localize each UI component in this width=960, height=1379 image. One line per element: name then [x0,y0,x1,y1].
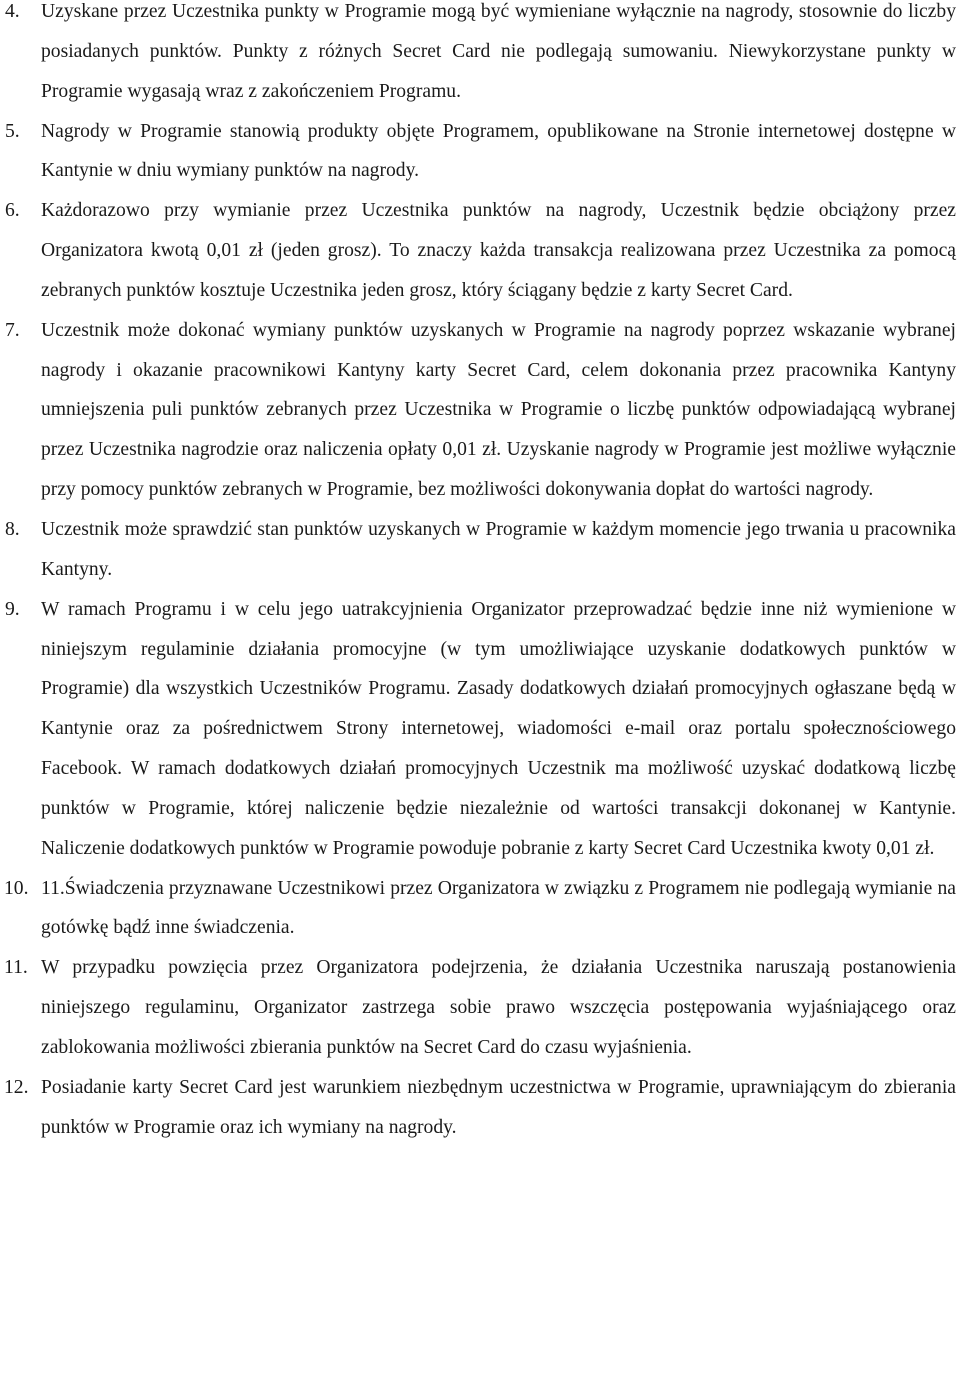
list-item-5 [0,112,960,192]
item-text: Posiadanie karty Secret Card jest warunkiem niezbędnym uczestnictwa w Programie, uprawniającym do zbierania punktów w Programie oraz ich wymiany na nagrody. [41,1076,956,1138]
item-text: Uczestnik może dokonać wymiany punktów uzyskanych w Programie na nagrody poprzez wskazanie wybranej nagrody i okazanie pracownikowi Kantyny karty Secret Card, celem dokonania przez pracownika Kantyny umniejszenia puli punktów zebranych przez Uczestnika w Programie o liczbę punktów odpowiadającą wybranej przez Uczestnika nagrodzie oraz naliczenia opłaty 0,01 zł. Uzyskanie nagrody w Programie jest możliwe wyłącznie przy pomocy punktów zebranych w Programie, bez możliwości dokonywania dopłat do wartości nagrody. [41,319,956,501]
item-number: 7. [5,319,20,341]
list-item-6 [0,191,960,311]
list-item-10 [0,869,960,949]
item-text: Nagrody w Programie stanowią produkty objęte Programem, opublikowane na Stronie internetowej dostępne w Kantynie w dniu wymiany punktów na nagrody. [41,120,956,182]
item-text: 11.Świadczenia przyznawane Uczestnikowi przez Organizatora w związku z Programem nie podlegają wymianie na gotówkę bądź inne świadczenia. [41,877,956,939]
list-item-9 [0,590,960,869]
list-item-4 [0,0,960,112]
item-text: Każdorazowo przy wymianie przez Uczestnika punktów na nagrody, Uczestnik będzie obciążony przez Organizatora kwotą 0,01 zł (jeden grosz). To znaczy każda transakcja realizowana przez Uczestnika za pomocą zebranych punktów kosztuje Uczestnika jeden grosz, który ściągany będzie z karty Secret Card. [41,200,956,301]
item-number: 8. [5,518,20,540]
list-item-11 [0,948,960,1068]
item-text: W ramach Programu i w celu jego uatrakcyjnienia Organizator przeprowadzać będzie inne niż wymienione w niniejszym regulaminie działania promocyjne (w tym umożliwiające uzyskanie dodatkowych punktów w Programie) dla wszystkich Uczestników Programu. Zasady dodatkowych działań promocyjnych ogłaszane będą w Kantynie oraz za pośrednictwem Strony internetowej, wiadomości e-mail oraz portalu społecznościowego Facebook. W ramach dodatkowych działań promocyjnych Uczestnik ma możliwość uzyskać dodatkową liczbę punktów w Programie, której naliczenie będzie niezależnie od wartości transakcji dokonanej w Kantynie. Naliczenie dodatkowych punktów w Programie powoduje pobranie z karty Secret Card Uczestnika kwoty 0,01 zł. [41,598,956,859]
item-number: 5. [5,120,20,142]
item-text: Uczestnik może sprawdzić stan punktów uzyskanych w Programie w każdym momencie jego trwania u pracownika Kantyny. [41,518,956,580]
item-number: 9. [5,598,20,620]
item-text: W przypadku powzięcia przez Organizatora podejrzenia, że działania Uczestnika naruszają postanowienia niniejszego regulaminu, Organizator zastrzega sobie prawo wszczęcia postępowania wyjaśniającego oraz zablokowania możliwości zbierania punktów na Secret Card do czasu wyjaśnienia. [41,957,956,1058]
item-text: Uzyskane przez Uczestnika punkty w Programie mogą być wymieniane wyłącznie na nagrody, stosownie do liczby posiadanych punktów. Punkty z różnych Secret Card nie podlegają sumowaniu. Niewykorzystane punkty w Programie wygasają wraz z zakończeniem Programu. [41,1,956,102]
item-number: 4. [5,1,20,22]
list-item-12 [0,1068,960,1148]
list-item-8 [0,510,960,590]
item-number: 6. [5,200,20,222]
item-number: 11. [4,957,28,979]
item-number: 12. [4,1076,29,1098]
list-item-7 [0,311,960,510]
item-number: 10. [4,877,29,899]
